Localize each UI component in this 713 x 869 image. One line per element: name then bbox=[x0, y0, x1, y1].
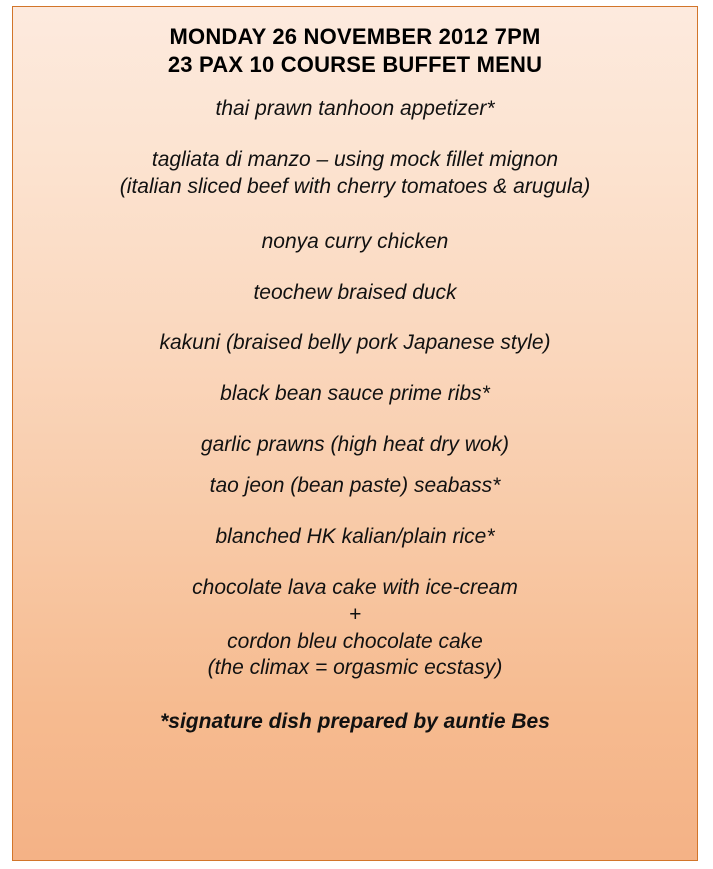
spacer bbox=[31, 123, 679, 147]
course-line: tagliata di manzo – using mock fillet mignon bbox=[151, 147, 559, 171]
spacer bbox=[31, 408, 679, 432]
course-item-9 bbox=[31, 524, 679, 551]
course-line: cordon bleu chocolate cake bbox=[227, 629, 483, 653]
course-item-4 bbox=[31, 280, 679, 307]
course-line: (italian sliced beef with cherry tomatoes & arugula) bbox=[119, 174, 591, 198]
course-item-6 bbox=[31, 381, 679, 408]
title-line-date: MONDAY 26 NOVEMBER 2012 7PM bbox=[169, 24, 541, 49]
course-item-1 bbox=[31, 96, 679, 123]
course-line: thai prawn tanhoon appetizer* bbox=[215, 97, 495, 120]
course-item-3 bbox=[31, 229, 679, 256]
course-item-5 bbox=[31, 330, 679, 357]
menu-card bbox=[12, 6, 698, 861]
title-line-subtitle: 23 PAX 10 COURSE BUFFET MENU bbox=[167, 51, 543, 77]
spacer bbox=[31, 357, 679, 381]
spacer bbox=[31, 306, 679, 330]
course-item-2 bbox=[31, 147, 679, 201]
menu-footnote: *signature dish prepared by auntie Bes bbox=[160, 710, 550, 734]
course-line: kakuni (braised belly pork Japanese style) bbox=[159, 331, 551, 355]
spacer bbox=[31, 682, 679, 710]
menu-title bbox=[31, 23, 679, 78]
spacer bbox=[31, 500, 679, 524]
course-line: tao jeon (bean paste) seabass* bbox=[209, 474, 501, 497]
course-line: blanched HK kalian/plain rice* bbox=[215, 524, 495, 548]
course-line: garlic prawns (high heat dry wok) bbox=[200, 433, 510, 457]
course-line: (the climax = orgasmic ecstasy) bbox=[207, 656, 503, 680]
course-item-8 bbox=[31, 473, 679, 500]
course-line: teochew braised duck bbox=[253, 280, 457, 304]
spacer bbox=[31, 551, 679, 575]
course-item-7 bbox=[31, 432, 679, 459]
course-line: chocolate lava cake with ice-cream bbox=[192, 575, 518, 599]
spacer bbox=[31, 256, 679, 280]
course-line: + bbox=[348, 602, 362, 626]
spacer bbox=[31, 201, 679, 229]
course-line: nonya curry chicken bbox=[261, 229, 449, 253]
course-line: black bean sauce prime ribs* bbox=[220, 382, 490, 406]
spacer bbox=[31, 459, 679, 473]
course-item-10 bbox=[31, 575, 679, 683]
